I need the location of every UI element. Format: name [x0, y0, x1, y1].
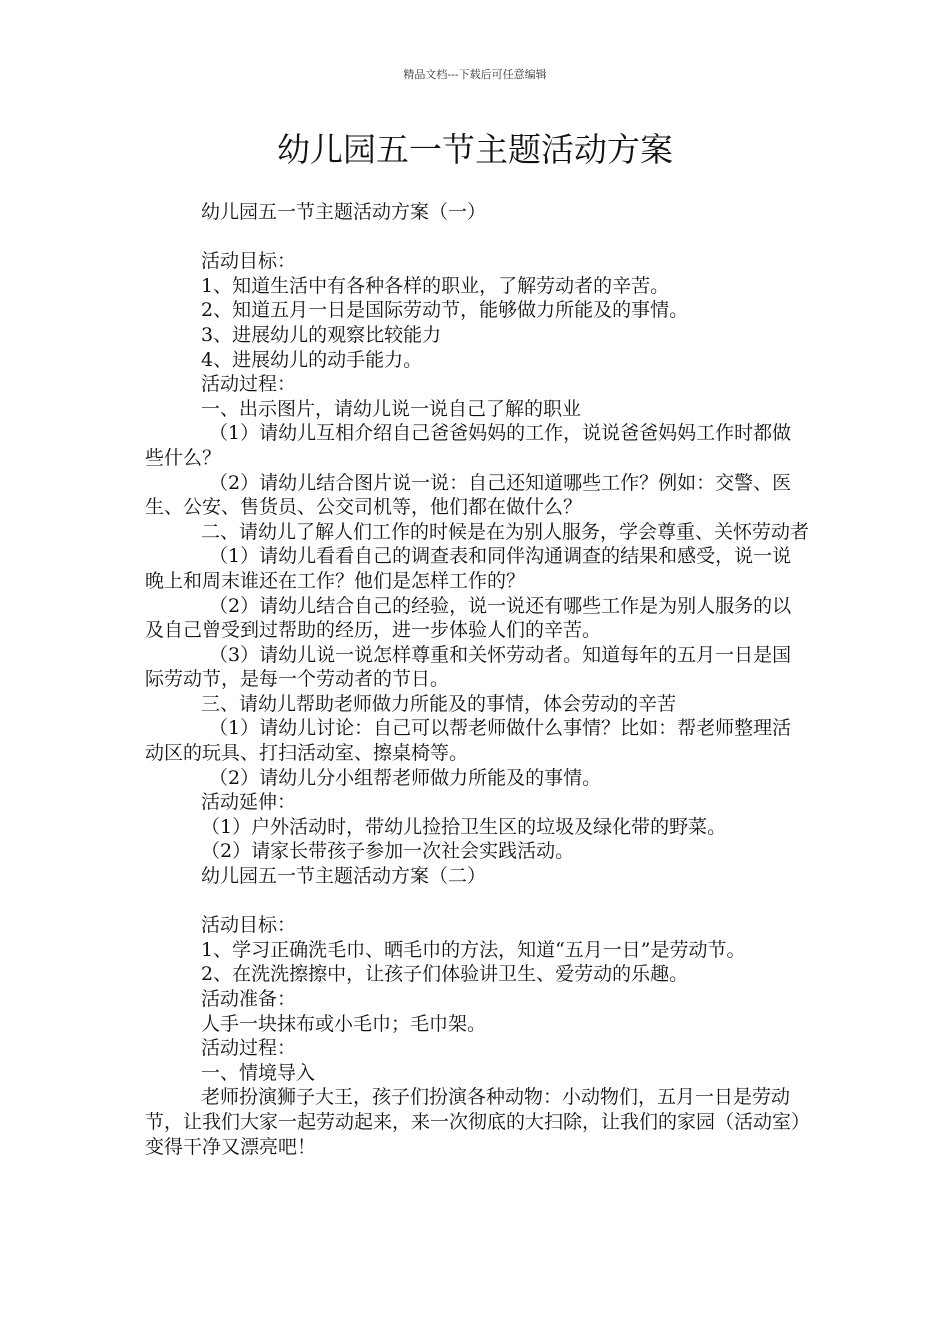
paragraph: （2）请幼儿结合图片说一说：自己还知道哪些工作？例如：交警、医生、公安、售货员、公交司机等，他们都在做什么？: [145, 471, 792, 519]
paragraph: （1）请幼儿讨论：自己可以帮老师做什么事情？比如：帮老师整理活动区的玩具、打扫活动室、擦桌椅等。: [145, 717, 792, 765]
paragraph: 幼儿园五一节主题活动方案（二）: [201, 865, 487, 888]
document-title: 幼儿园五一节主题活动方案: [277, 130, 673, 169]
paragraph: 一、出示图片，请幼儿说一说自己了解的职业: [201, 397, 582, 420]
paragraph: （2）请幼儿分小组帮老师做力所能及的事情。: [209, 766, 602, 789]
paragraph: （1）请幼儿互相介绍自己爸爸妈妈的工作，说说爸爸妈妈工作时都做些什么？: [145, 422, 792, 469]
paragraph: 活动延伸：: [201, 791, 297, 814]
paragraph: 1、学习正确洗毛巾、晒毛巾的方法，知道“五月一日”是劳动节。: [201, 938, 746, 961]
paragraph: 三、请幼儿帮助老师做力所能及的事情，体会劳动的辛苦: [201, 692, 677, 715]
paragraph: 活动目标：: [201, 914, 297, 937]
paragraph: 1、知道生活中有各种各样的职业，了解劳动者的辛苦。: [201, 274, 670, 297]
paragraph: 人手一块抹布或小毛巾；毛巾架。: [201, 1012, 487, 1035]
paragraph: 2、在洗洗擦擦中，让孩子们体验讲卫生、爱劳动的乐趣。: [201, 963, 689, 986]
paragraph: 一、情境导入: [201, 1061, 316, 1084]
paragraph: 2、知道五月一日是国际劳动节，能够做力所能及的事情。: [201, 299, 689, 322]
paragraph: （2）请家长带孩子参加一次社会实践活动。: [201, 840, 575, 863]
header-note: 精品文档---下载后可任意编辑: [403, 68, 547, 81]
paragraph: （3）请幼儿说一说怎样尊重和关怀劳动者。知道每年的五月一日是国际劳动节，是每一个劳动者的节日。: [145, 643, 792, 691]
paragraph: 活动过程：: [201, 373, 297, 396]
paragraph: 幼儿园五一节主题活动方案（一）: [201, 201, 487, 223]
document-body: [145, 200, 810, 1159]
paragraph: （1）户外活动时，带幼儿捡拾卫生区的垃圾及绿化带的野菜。: [201, 815, 727, 838]
paragraph: 活动过程：: [201, 1037, 297, 1060]
paragraph: （1）请幼儿看看自己的调查表和同伴沟通调查的结果和感受，说一说晚上和周末谁还在工作？他们是怎样工作的？: [145, 545, 792, 592]
paragraph: 老师扮演狮子大王，孩子们扮演各种动物：小动物们，五月一日是劳动节，让我们大家一起劳动起来，来一次彻底的大扫除，让我们的家园（活动室）变得干净又漂亮吧！: [145, 1086, 811, 1158]
paragraph: 活动目标：: [201, 250, 297, 273]
blank-line: [145, 225, 810, 250]
paragraph: 活动准备：: [201, 988, 297, 1010]
paragraph: 4、进展幼儿的动手能力。: [201, 348, 423, 371]
paragraph: 3、进展幼儿的观察比较能力: [201, 323, 442, 346]
paragraph: 二、请幼儿了解人们工作的时候是在为别人服务，学会尊重、关怀劳动者: [201, 520, 810, 543]
blank-line: [145, 889, 810, 914]
paragraph: （2）请幼儿结合自己的经验，说一说还有哪些工作是为别人服务的以及自己曾受到过帮助的经历，进一步体验人们的辛苦。: [145, 594, 792, 642]
